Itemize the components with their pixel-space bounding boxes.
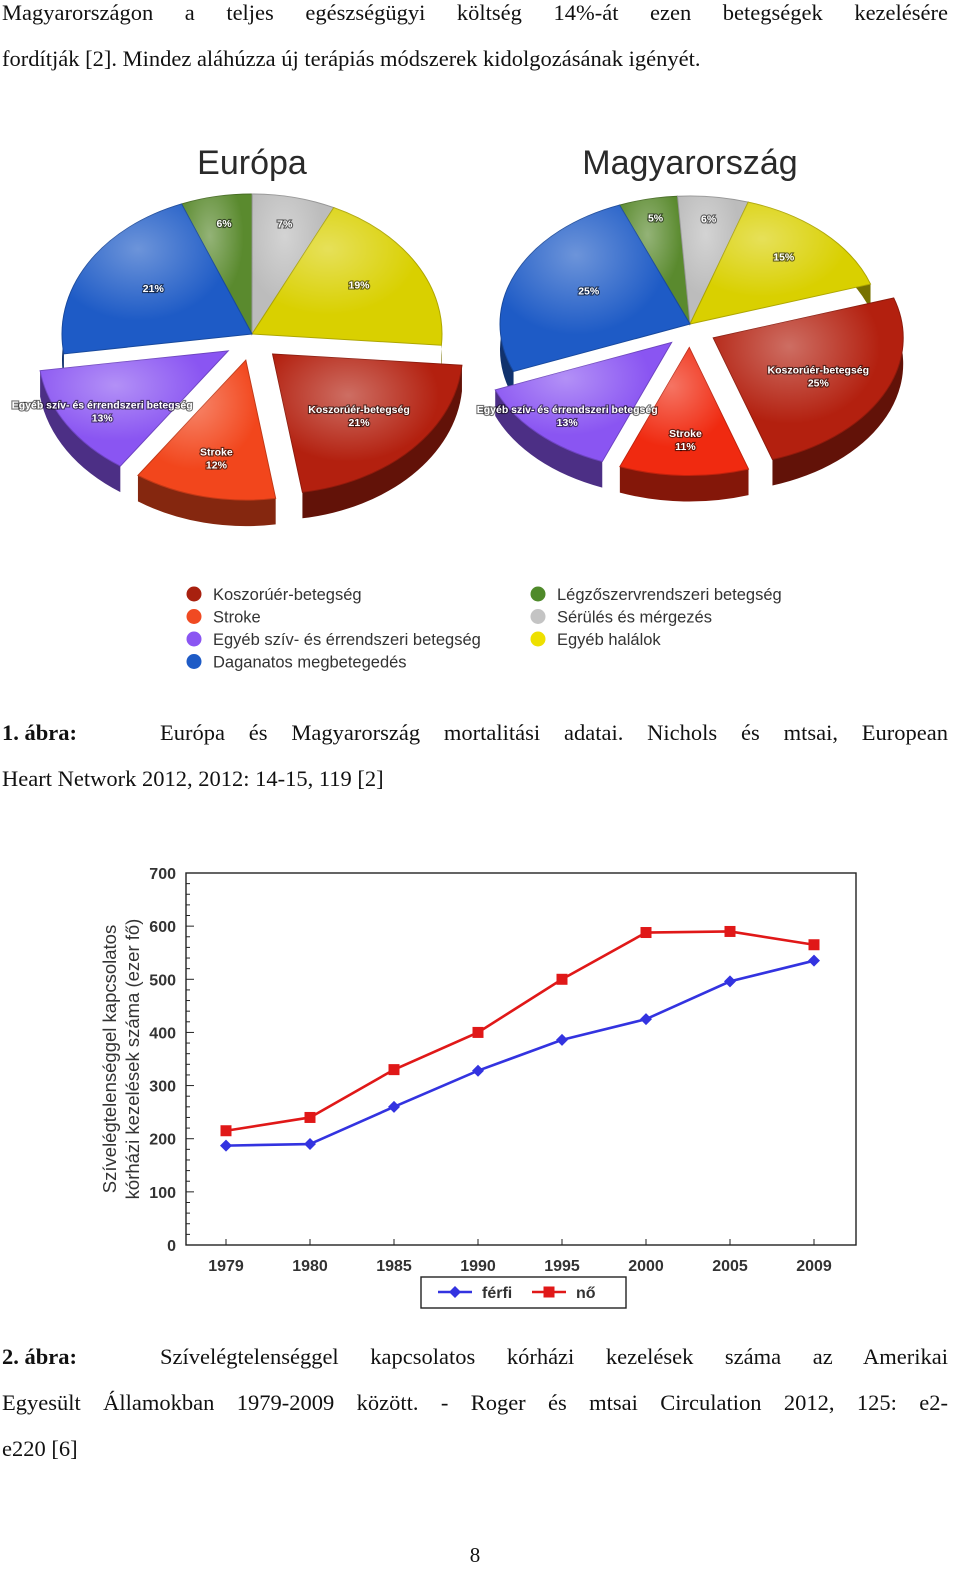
pie-slice-name-label: Koszorúér-betegség [767,364,870,377]
data-point [557,974,568,985]
y-tick-label: 600 [149,919,176,937]
legend-swatch [531,632,546,647]
pie-slice-value-label: 21% [142,282,164,295]
x-tick-label: 2005 [712,1258,748,1275]
pie-slice-value-label: 12% [205,459,227,472]
figure-1-legend [187,586,782,672]
data-point [809,939,820,950]
y-tick-label: 400 [149,1025,176,1043]
figure-1-caption [2,710,948,802]
legend-label: nő [576,1285,596,1302]
y-tick-label: 200 [149,1131,176,1149]
legend-label: Sérülés és mérgezés [557,608,712,627]
plot-area [186,873,856,1245]
pie-slice-value-label: 5% [647,212,664,225]
pie-slice-name-label: Stroke [669,428,702,441]
data-point [221,1125,232,1136]
y-axis-label [99,919,143,1200]
x-tick-label: 2000 [628,1258,664,1275]
pie-slice-value-label: 25% [578,285,600,298]
y-tick-label: 300 [149,1078,176,1096]
figure-2-caption-text-1: Szívelégtelenséggel kapcsolatos kórházi kezelések száma az Amerikai [160,1344,948,1369]
intro-line-2: fordítják [2]. Mindez aláhúzza új terápiás módszerek kidolgozásának igényét. [2,46,701,71]
data-point [305,1112,316,1123]
pie-magyarorszag [477,144,903,502]
data-point [725,926,736,937]
figure-2-caption-text-2: Egyesült Államokban 1979-2009 között. - Roger és mtsai Circulation 2012, 125: e2- [2,1390,948,1415]
legend-label: Stroke [213,608,261,627]
x-tick-label: 1990 [460,1258,496,1275]
x-tick-label: 2009 [796,1258,832,1275]
figure-1-caption-text-1: Európa és Magyarország mortalitási adatai. Nichols és mtsai, European [160,720,948,745]
page-number: 8 [469,1543,481,1567]
figure-2-label: 2. ábra: [2,1344,77,1369]
pie-slice-value-label: 25% [807,377,829,390]
pie-slice-value-label: 7% [277,218,293,231]
legend-label: Koszorúér-betegség [213,586,362,604]
pie-slice-value-label: 13% [556,417,578,430]
data-point [544,1287,555,1298]
pie-slice-value-label: 6% [216,217,232,230]
x-tick-label: 1995 [544,1258,580,1275]
y-tick-label: 0 [167,1238,176,1255]
y-tick-label: 100 [149,1184,176,1202]
pie-title: Európa [197,144,307,182]
figure-2-caption [2,1334,948,1472]
figure-2-legend [421,1277,626,1308]
legend-swatch [187,587,202,602]
legend-label: Egyéb halálok [557,631,661,649]
data-point [473,1027,484,1038]
figure-2-line-chart [90,855,880,1320]
intro-line-1: Magyarországon a teljes egészségügyi költség 14%-át ezen betegségek kezelésére [2,0,948,25]
legend-label: férfi [482,1285,513,1302]
pie-slice-value-label: 13% [91,412,113,425]
figure-2-caption-text-3: e220 [6] [2,1436,78,1461]
intro-paragraph [2,0,948,82]
figure-1-pie-charts [11,136,930,681]
legend-swatch [187,632,202,647]
legend-label: Daganatos megbetegedés [213,653,407,672]
x-tick-label: 1979 [208,1258,244,1275]
legend-label: Légzőszervrendszeri betegség [557,586,782,604]
pie-slice-value-label: 6% [701,213,717,226]
legend-swatch [187,609,202,624]
legend-swatch [531,587,546,602]
data-point [641,927,652,938]
pie-slice-name-label: Stroke [200,446,233,459]
figure-1-caption-text-2: Heart Network 2012, 2012: 14-15, 119 [2] [2,766,384,791]
y-tick-label: 700 [149,866,176,883]
pie-title: Magyarország [582,144,798,182]
pie-slice-name-label: Egyéb szív- és érrendszeri betegség [476,404,658,417]
data-point [389,1064,400,1075]
legend-label: Egyéb szív- és érrendszeri betegség [213,631,481,649]
legend-swatch [187,654,202,669]
legend-swatch [531,609,546,624]
pie-slice-value-label: 19% [348,279,370,292]
pie-slice-value-label: 11% [675,441,696,454]
y-axis-label-line-2: kórházi kezelések száma (ezer fő) [122,918,143,1200]
x-tick-label: 1985 [376,1258,412,1275]
y-tick-label: 500 [149,972,176,990]
pie-slice-name-label: Koszorúér-betegség [308,403,410,416]
y-axis-label-line-1: Szívelégtelenséggel kapcsolatos [99,924,120,1194]
figure-1-label: 1. ábra: [2,720,77,745]
pie-slice-name-label: Egyéb szív- és érrendszeri betegség [11,399,193,412]
x-tick-label: 1980 [292,1258,328,1275]
pie-slice-value-label: 21% [348,416,370,429]
pie-europa [12,144,462,526]
pie-slice-value-label: 15% [773,251,795,264]
